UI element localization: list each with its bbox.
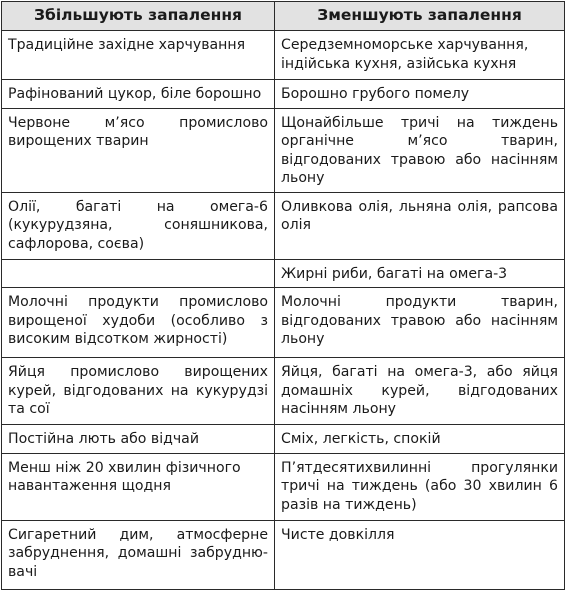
decrease-cell: Чисте довкілля [275,520,565,589]
increase-cell: Молочні продукти промислово вирощеної худоби (особливо з високим відсотком жирності) [2,288,275,358]
table-row [2,80,565,109]
increase-cell: Традиційне західне харчування [2,31,275,80]
header-increase-inflammation: Збільшують запалення [2,2,275,31]
increase-cell: Червоне м’ясо промислово вирощених тварин [2,108,275,192]
table-row [2,31,565,80]
decrease-cell: Середземноморське харчування, індійська кухня, азійська кухня [275,31,565,80]
table-row [2,259,565,288]
table-row [2,425,565,454]
table-row [2,288,565,358]
decrease-cell: Молочні продукти тварин, відгодованих травою або насінням льону [275,288,565,358]
increase-cell: Яйця промислово вирощених курей, відгодованих на кукурудзі та сої [2,358,275,425]
table-row [2,192,565,259]
table-header-row [2,2,565,31]
decrease-cell: Борошно грубого помелу [275,80,565,109]
inflammation-table-container [1,1,564,590]
increase-cell: Постійна лють або відчай [2,425,275,454]
decrease-cell: Сміх, легкість, спокій [275,425,565,454]
increase-cell: Олії, багаті на омега-6 (кукурудзяна, соняшникова, сафлорова, соєва) [2,192,275,259]
inflammation-comparison-table [1,1,565,590]
decrease-cell: Жирні риби, багаті на омега-3 [275,259,565,288]
increase-cell: Сигаретний дим, атмосферне забруднення, домашні забруднювачі [2,520,275,589]
decrease-cell: Яйця, багаті на омега-3, або яйця домашніх курей, відгодованих насінням льону [275,358,565,425]
increase-cell-empty [2,259,275,288]
header-decrease-inflammation: Зменшують запалення [275,2,565,31]
decrease-cell: П’ятдесятихвилинні прогулянки тричі на тиждень (або 30 хвилин 6 разів на тиждень) [275,453,565,520]
table-row [2,520,565,589]
decrease-cell: Щонайбільше тричі на тиждень органічне м’ясо тварин, відгодованих травою або насінням льону [275,108,565,192]
increase-cell: Рафінований цукор, біле борошно [2,80,275,109]
table-row [2,453,565,520]
decrease-cell: Оливкова олія, льняна олія, рапсова олія [275,192,565,259]
increase-cell: Менш ніж 20 хвилин фізичного навантаження щодня [2,453,275,520]
table-row [2,108,565,192]
table-row [2,358,565,425]
